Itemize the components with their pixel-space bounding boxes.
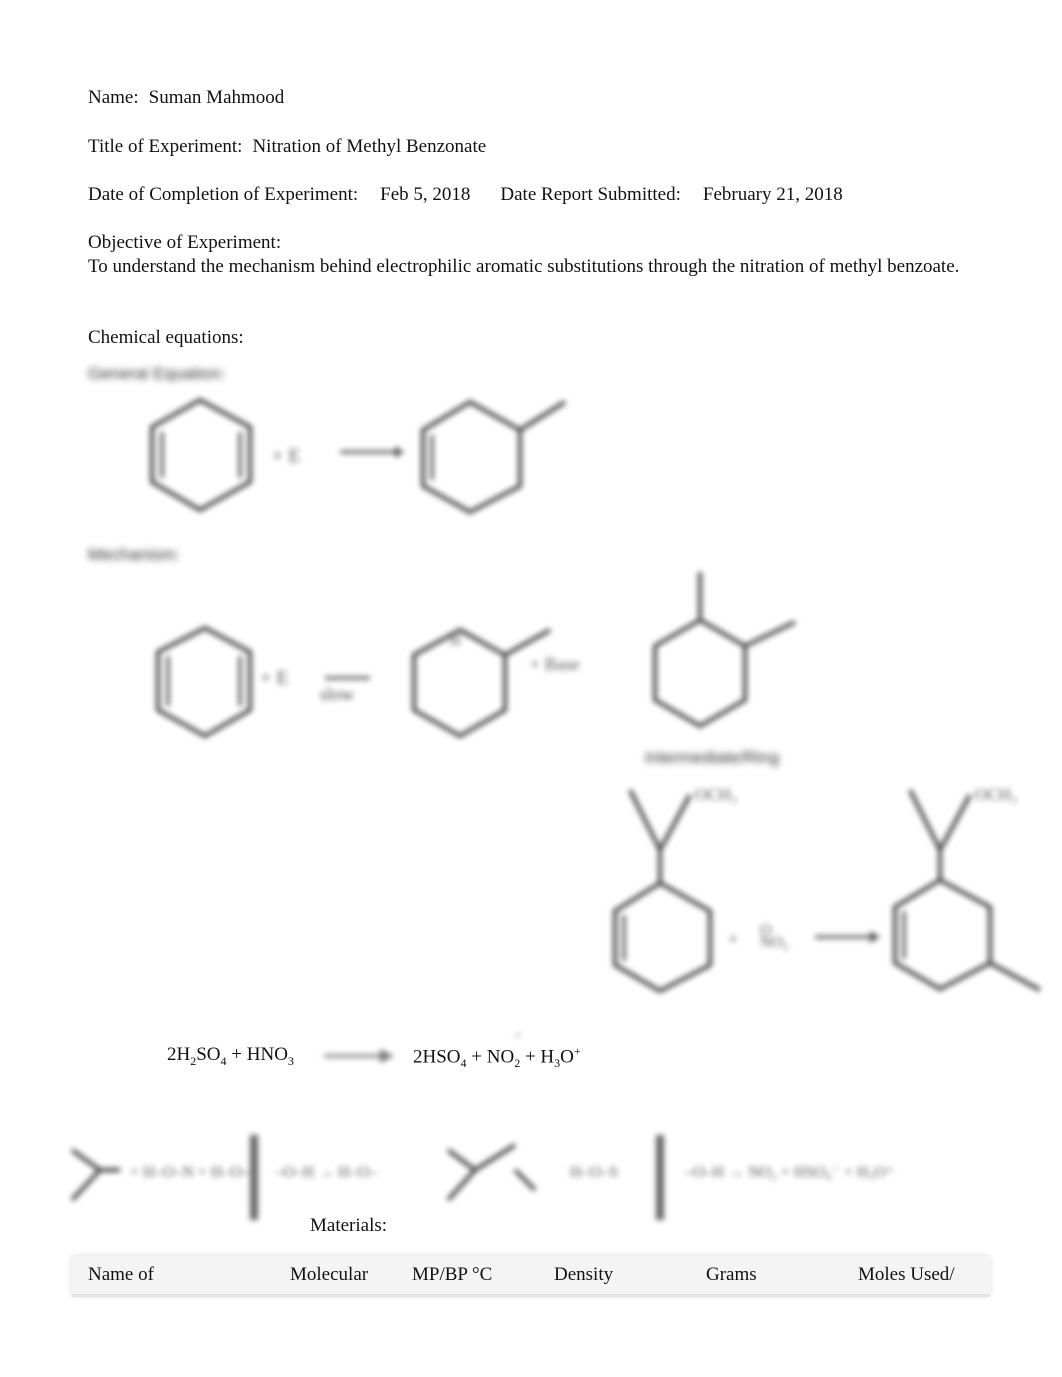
svg-text:–O–H → NO₂ + HSO₄⁻ + H₃O⁺: –O–H → NO₂ + HSO₄⁻ + H₃O⁺ <box>685 1164 895 1181</box>
equations-label: Chemical equations: <box>88 327 244 348</box>
table-header-cell: Density <box>538 1256 690 1296</box>
svg-text:H: H <box>450 633 461 649</box>
eq-left-so: SO <box>196 1044 221 1065</box>
name-value: Suman Mahmood <box>148 87 285 108</box>
eq-right-hso: 2HSO <box>413 1046 461 1068</box>
svg-text:+ E: + E <box>272 445 301 467</box>
eq-right-sub1: 4 <box>460 1056 467 1071</box>
title-line <box>88 136 486 158</box>
svg-text:NO₂: NO₂ <box>760 934 789 951</box>
table-header-row <box>72 1256 990 1296</box>
svg-text:OCH₃: OCH₃ <box>695 785 737 804</box>
materials-table <box>72 1256 990 1297</box>
svg-text:+ Base: + Base <box>530 654 580 674</box>
mechanism-diagram <box>130 560 820 780</box>
table-header-cell: Name of <box>72 1256 274 1296</box>
eq-right-sub2: 2 <box>514 1056 521 1071</box>
table-header-cell: Molecular <box>274 1256 396 1296</box>
dates-line <box>88 184 843 206</box>
svg-text:+ E: + E <box>260 667 289 689</box>
completion-value: Feb 5, 2018 <box>380 184 471 205</box>
eq-left-plus: + HNO <box>226 1044 288 1065</box>
submitted-value: February 21, 2018 <box>702 184 843 205</box>
materials-label: Materials: <box>310 1215 388 1236</box>
reaction-arrow <box>320 1044 400 1068</box>
svg-text:+: + <box>514 1029 522 1044</box>
eq-right-sup: + <box>573 1044 581 1058</box>
table-header-cell: Moles Used/ <box>842 1256 990 1296</box>
table-header-cell: MP/BP °C <box>396 1256 538 1296</box>
eq-left-coef: 2H <box>167 1044 191 1065</box>
eq-right-o: O <box>560 1046 574 1068</box>
general-equation-diagram <box>140 390 590 520</box>
completion-label: Date of Completion of Experiment: <box>88 184 359 205</box>
general-equation-label: General Equation: <box>88 364 226 383</box>
eq-right-plus1: + NO <box>466 1046 515 1068</box>
eq-left-sub3: 3 <box>287 1053 294 1068</box>
objective-label: Objective of Experiment: <box>88 232 282 253</box>
eq-right-plus2: + H <box>520 1046 555 1068</box>
submitted-label: Date Report Submitted: <box>500 184 681 205</box>
full-mechanism-strip <box>60 1125 1030 1230</box>
title-value: Nitration of Methyl Benzonate <box>252 136 487 157</box>
title-label: Title of Experiment: <box>88 136 243 157</box>
svg-text:H–O–S: H–O–S <box>570 1164 619 1181</box>
charge-mark <box>510 1026 530 1046</box>
mechanism-label: Mechanism: <box>88 545 180 564</box>
eq-left-sub1: 2 <box>190 1053 197 1068</box>
svg-text:slow: slow <box>320 684 355 704</box>
name-line <box>88 87 284 109</box>
nitronium-equation-right <box>413 1044 581 1071</box>
svg-text:O: O <box>760 922 772 939</box>
name-label: Name: <box>88 87 139 108</box>
svg-text:+: + <box>728 929 739 949</box>
eq-right-sub3: 3 <box>554 1056 561 1071</box>
svg-text:+ H–O–N + H–O–: + H–O–N + H–O– <box>130 1164 250 1181</box>
nitronium-equation-left <box>167 1044 294 1069</box>
intermediate-label: Intermediate/Ring <box>645 748 780 767</box>
eq-left-sub2: 4 <box>220 1053 227 1068</box>
methyl-benzoate-nitration-diagram <box>600 775 1062 1005</box>
table-header-cell: Grams <box>690 1256 842 1296</box>
objective-text: To understand the mechanism behind electrophilic aromatic substitutions through the nitration of methyl benzoate. <box>88 256 960 277</box>
svg-text:–O–H → H–O–: –O–H → H–O– <box>275 1164 378 1181</box>
svg-text:OCH₃: OCH₃ <box>975 785 1017 804</box>
